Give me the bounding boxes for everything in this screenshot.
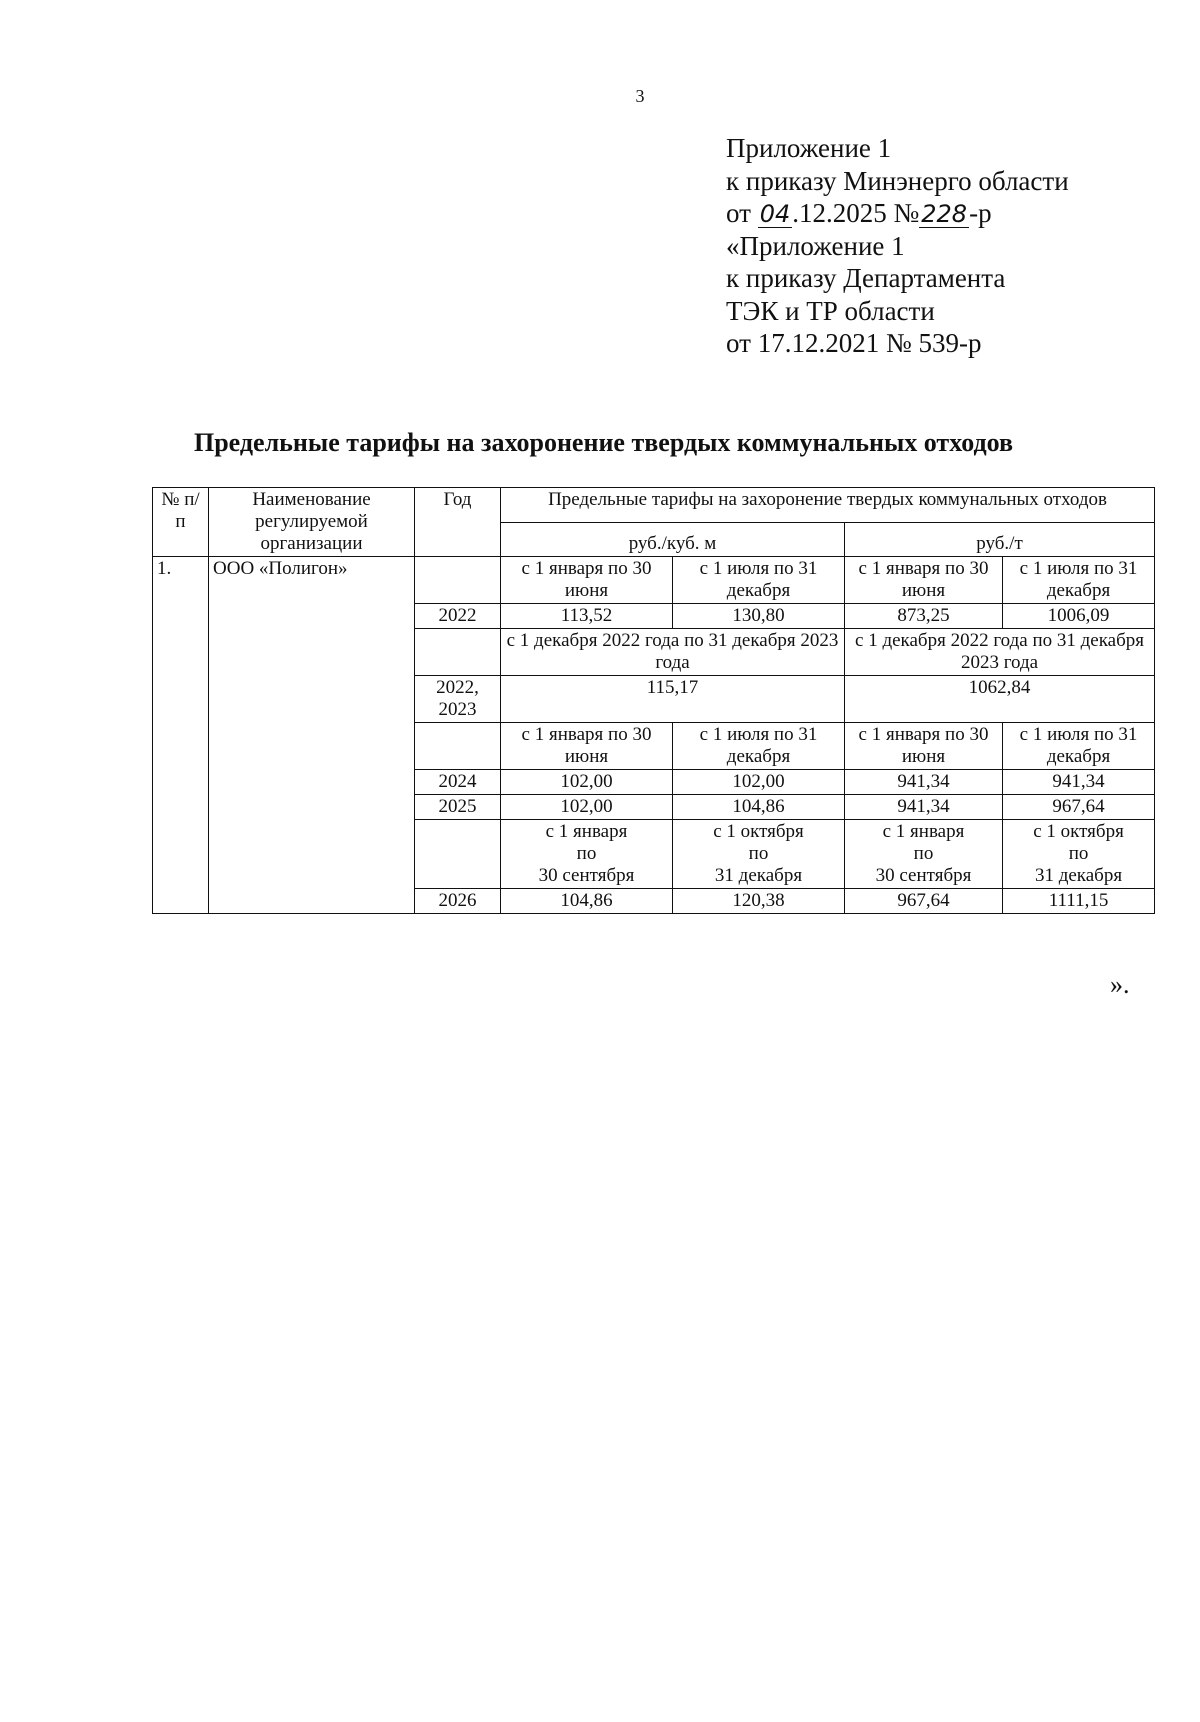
year-cell: 2024 xyxy=(415,770,501,795)
year-cell xyxy=(415,723,501,770)
order-date-middle: .12.2025 № xyxy=(792,198,920,228)
period-line: 30 сентября xyxy=(538,865,635,886)
header-organization: Наименование регулируемой организации xyxy=(209,488,415,557)
period-cell xyxy=(501,820,673,889)
period-line: с 1 октября xyxy=(1033,821,1124,842)
period-line: с 1 января xyxy=(882,821,965,842)
period-cell: с 1 июля по 31 декабря xyxy=(673,557,845,604)
tariff-value-cell: 104,86 xyxy=(501,889,673,914)
tariff-value-cell: 1062,84 xyxy=(845,676,1155,723)
period-line: по xyxy=(913,843,934,864)
period-cell: с 1 января по 30 июня xyxy=(501,723,673,770)
period-cell: с 1 января по 30 июня xyxy=(845,723,1003,770)
order-number-suffix: -р xyxy=(969,198,992,228)
tariff-value-cell: 120,38 xyxy=(673,889,845,914)
tariff-value-cell: 102,00 xyxy=(673,770,845,795)
period-cell: с 1 января по 30 июня xyxy=(845,557,1003,604)
period-cell: с 1 декабря 2022 года по 31 декабря 2023 года xyxy=(501,629,845,676)
appendix-line-2: к приказу Минэнерго области xyxy=(726,165,1069,196)
document-title: Предельные тарифы на захоронение твердых коммунальных отходов xyxy=(194,428,1014,457)
handwritten-day: 04 xyxy=(759,200,791,228)
period-line: с 1 октября xyxy=(713,821,804,842)
period-line: по xyxy=(748,843,769,864)
header-number: № п/п xyxy=(153,488,209,557)
period-cell xyxy=(673,820,845,889)
table-row xyxy=(153,557,1155,604)
appendix-line-7: от 17.12.2021 № 539-р xyxy=(726,328,982,358)
year-cell: 2026 xyxy=(415,889,501,914)
period-line: по xyxy=(576,843,597,864)
tariff-value-cell: 967,64 xyxy=(845,889,1003,914)
tariff-value-cell: 102,00 xyxy=(501,770,673,795)
header-unit-rub-per-m3: руб./куб. м xyxy=(501,522,845,557)
appendix-line-3 xyxy=(726,197,1069,230)
appendix-line-1: Приложение 1 xyxy=(726,133,892,163)
year-cell xyxy=(415,557,501,604)
tariff-value-cell: 941,34 xyxy=(1003,770,1155,795)
year-cell: 2022, 2023 xyxy=(415,676,501,723)
year-cell xyxy=(415,629,501,676)
period-line: 30 сентября xyxy=(875,865,972,886)
year-cell: 2022 xyxy=(415,604,501,629)
tariff-value-cell: 113,52 xyxy=(501,604,673,629)
appendix-line-5: к приказу Департамента xyxy=(726,263,1006,293)
year-cell: 2025 xyxy=(415,795,501,820)
tariff-value-cell: 941,34 xyxy=(845,770,1003,795)
tariff-value-cell: 102,00 xyxy=(501,795,673,820)
appendix-line-6: ТЭК и ТР области xyxy=(726,295,935,326)
period-line: по xyxy=(1068,843,1089,864)
header-tariffs-group: Предельные тарифы на захоронение твердых коммунальных отходов xyxy=(501,488,1155,523)
tariff-value-cell: 941,34 xyxy=(845,795,1003,820)
tariff-value-cell: 967,64 xyxy=(1003,795,1155,820)
period-cell xyxy=(845,820,1003,889)
org-number-cell: 1. xyxy=(153,557,209,914)
tariff-value-cell: 1111,15 xyxy=(1003,889,1155,914)
tariff-value-cell: 115,17 xyxy=(501,676,845,723)
page-number: 3 xyxy=(635,86,645,106)
period-line: 31 декабря xyxy=(1034,865,1123,886)
order-date-prefix: от xyxy=(726,198,758,228)
year-cell xyxy=(415,820,501,889)
tariff-value-cell: 104,86 xyxy=(673,795,845,820)
handwritten-order-number: 228 xyxy=(921,200,968,228)
period-cell: с 1 июля по 31 декабря xyxy=(673,723,845,770)
period-cell: с 1 января по 30 июня xyxy=(501,557,673,604)
tariff-table xyxy=(152,487,1155,914)
period-cell: с 1 июля по 31 декабря xyxy=(1003,723,1155,770)
period-cell: с 1 декабря 2022 года по 31 декабря 2023 года xyxy=(845,629,1155,676)
appendix-block xyxy=(726,132,1069,360)
appendix-line-4: «Приложение 1 xyxy=(726,230,905,261)
tariff-value-cell: 873,25 xyxy=(845,604,1003,629)
period-cell xyxy=(1003,820,1155,889)
tariff-value-cell: 1006,09 xyxy=(1003,604,1155,629)
period-line: 31 декабря xyxy=(714,865,803,886)
header-unit-rub-per-t: руб./т xyxy=(845,522,1155,557)
table-header-row xyxy=(153,488,1155,523)
closing-quote: ». xyxy=(1110,970,1130,999)
header-year: Год xyxy=(415,488,501,557)
period-cell: с 1 июля по 31 декабря xyxy=(1003,557,1155,604)
tariff-value-cell: 130,80 xyxy=(673,604,845,629)
period-line: с 1 января xyxy=(545,821,628,842)
org-name-cell: ООО «Полигон» xyxy=(209,557,415,914)
